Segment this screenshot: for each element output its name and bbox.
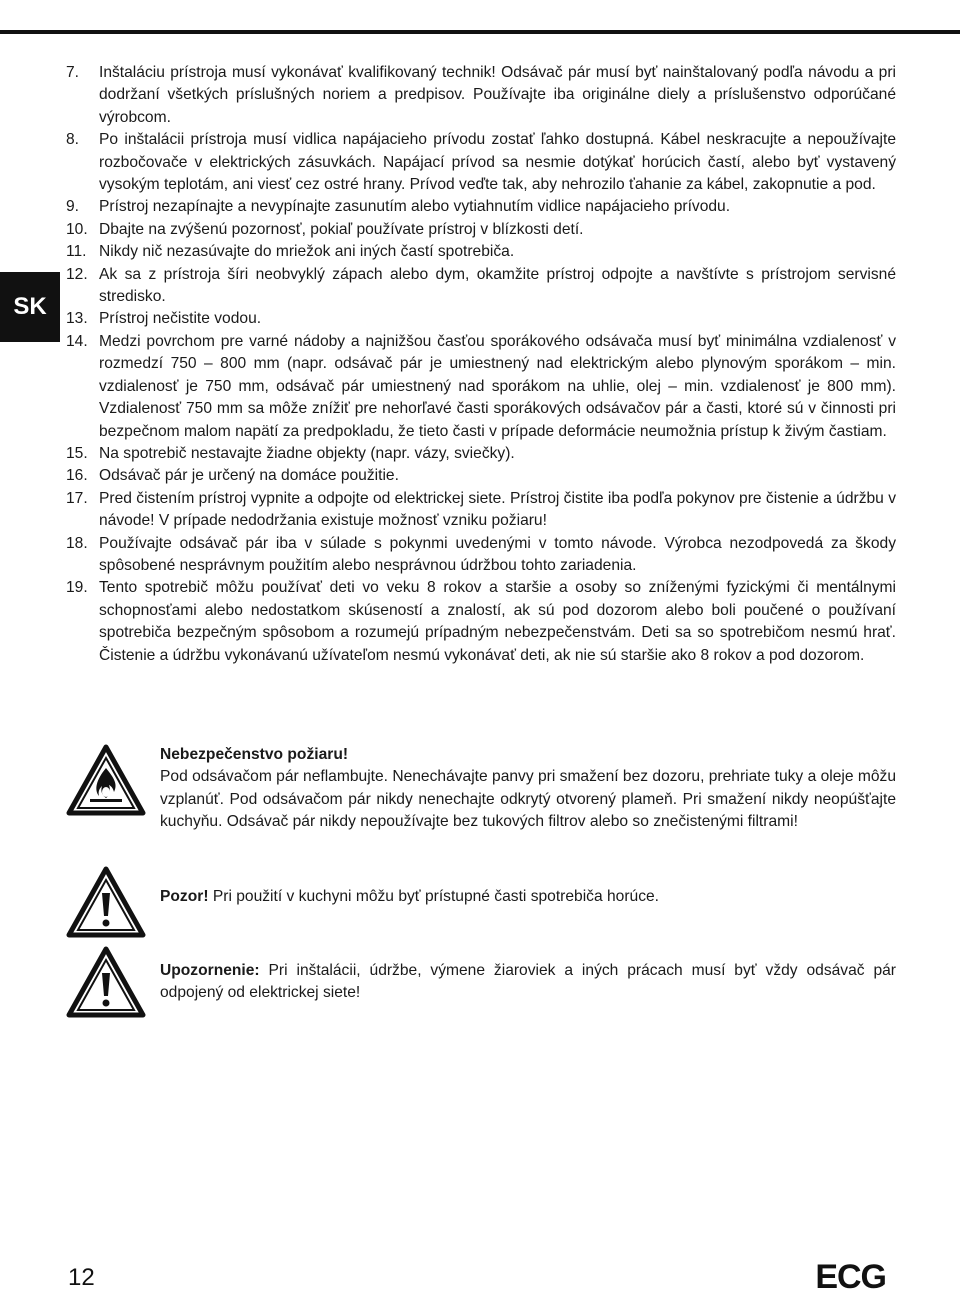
caution-body: Pri použití v kuchyni môžu byť prístupné časti spotrebiča horúce. (208, 888, 659, 905)
list-item-number: 12. (66, 265, 88, 283)
notice-label: Upozornenie: (160, 962, 260, 979)
list-item-text: Po inštalácii prístroja musí vidlica napájacieho prívodu zostať ľahko dostupná. Kábel neskracujte a nepoužívajte rozbočovače v elektrických zásuvkách. Napájací prívod sa nesmie dotýkať horúcich častí, alebo byť vystavený vysokým teplotám, ani viesť cez ostré hrany. Prívod veďte tak, aby nehrozilo ťahanie za kábel, zakopnutie a pod. (99, 131, 896, 194)
list-item-number: 7. (66, 64, 80, 81)
list-item-number: 19. (66, 579, 88, 597)
exclamation-warning-icon (66, 866, 146, 938)
list-item (66, 219, 896, 241)
safety-instructions-list (66, 62, 896, 667)
list-item-number: 14. (66, 332, 88, 350)
list-item-number: 8. (66, 131, 80, 149)
brand-logo: ECG (815, 1258, 886, 1296)
list-item-number: 18. (66, 534, 88, 552)
fire-warning-icon (66, 744, 146, 816)
caution-text (160, 886, 896, 908)
page-number: 12 (68, 1264, 95, 1291)
list-item (66, 129, 896, 196)
caution-label: Pozor! (160, 888, 209, 905)
list-item (66, 196, 896, 218)
exclamation-warning-icon (66, 946, 146, 1018)
list-item-text: Ak sa z prístroja šíri neobvyklý zápach alebo dym, okamžite prístroj odpojte a navštívte s prístrojom servisné stredisko. (99, 265, 896, 306)
list-item (66, 264, 896, 309)
list-item-text: Medzi povrchom pre varné nádoby a najnižšou časťou sporákového odsávača musí byť minimálna vzdialenosť v rozmedzí 750 – 800 mm (napr. odsávač pár je umiestnený nad elektrickým alebo plynovým sporákom – min. vzdialenosť je 750 mm, odsávač pár umiestnený nad sporákom na uhlie, olej – min. vzdialenosť je 800 mm). Vzdialenosť 750 mm sa môže znížiť pre nehorľavé časti sporákových odsávačov pár a časti, ktoré sú v činnosti pri bezpečnom malom napätí za predpokladu, že tieto časti v prípade deformácie neumožnia prístup k živým častiam. (99, 332, 896, 440)
fire-warning-block (66, 744, 896, 854)
language-tab: SK (0, 272, 60, 342)
list-item-number: 9. (66, 198, 80, 216)
list-item-text: Nikdy nič nezasúvajte do mriežok ani iných častí spotrebiča. (99, 243, 515, 261)
fire-warning-title: Nebezpečenstvo požiaru! (160, 746, 349, 763)
notice-body: Pri inštalácii, údržbe, výmene žiaroviek a iných prácach musí byť vždy odsávač pár odpojený od elektrickej siete! (160, 962, 896, 1002)
list-item-text: Odsávač pár je určený na domáce použitie. (99, 467, 399, 485)
list-item (66, 465, 896, 487)
list-item-number: 11. (66, 243, 87, 261)
list-item-number: 16. (66, 467, 88, 485)
list-item-text: Inštaláciu prístroja musí vykonávať kvalifikovaný technik! Odsávač pár musí byť nainštalovaný podľa návodu a pri dodržaní všetkých príslušných noriem a predpisov. Používajte iba originálne diely a príslušenstvo odporúčané výrobcom. (99, 64, 896, 126)
notice-block (66, 946, 896, 1026)
fire-warning-body: Pod odsávačom pár neflambujte. Nenechávajte panvy pri smažení bez dozoru, prehriate tuky a oleje môžu vzplanúť. Pod odsávačom pár nikdy nenechajte odkrytý otvorený plameň. Pri smažení nikdy neopúšťajte kuchyňu. Odsávač pár nikdy nepoužívajte bez tukových filtrov alebo so znečistenými filtrami! (160, 768, 896, 831)
header-rule (0, 30, 960, 34)
list-item-text: Tento spotrebič môžu používať deti vo veku 8 rokov a staršie a osoby so zníženými fyzickými či mentálnymi schopnosťami alebo nedostatkom skúseností a znalostí, ak sú pod dozorom alebo boli poučené o používaní spotrebiča bezpečným spôsobom a rozumejú prípadným nebezpečenstvám. Deti sa so spotrebičom nesmú hrať. Čistenie a údržbu vykonávanú užívateľom nesmú vykonávať deti, ak nie sú staršie ako 8 rokov a pod dozorom. (99, 579, 896, 664)
fire-warning-text (160, 744, 896, 834)
list-item-number: 17. (66, 489, 88, 507)
list-item (66, 488, 896, 533)
notice-text (160, 960, 896, 1005)
list-item-text: Používajte odsávač pár iba v súlade s pokynmi uvedenými v tomto návode. Výrobca nezodpovedá za škody spôsobené nesprávnym použitím alebo nesprávnou údržbou tohto zariadenia. (99, 534, 896, 574)
caution-block (66, 866, 896, 946)
list-item (66, 577, 896, 667)
list-item-text: Pred čistením prístroj vypnite a odpojte od elektrickej siete. Prístroj čistite iba podľa pokynov pre čistenie a údržbu v návode! V prípade nedodržania existuje možnosť vzniku požiaru! (99, 489, 896, 530)
list-item-text: Dbajte na zvýšenú pozornosť, pokiaľ používate prístroj v blízkosti detí. (99, 220, 584, 238)
list-item (66, 533, 896, 578)
list-item (66, 443, 896, 465)
list-item (66, 331, 896, 443)
list-item-number: 10. (66, 220, 88, 238)
list-item-number: 13. (66, 310, 88, 328)
list-item (66, 62, 896, 129)
list-item-number: 15. (66, 444, 88, 462)
list-item-text: Na spotrebič nestavajte žiadne objekty (napr. vázy, sviečky). (99, 444, 515, 462)
list-item-text: Prístroj nečistite vodou. (99, 310, 262, 328)
list-item (66, 308, 896, 330)
list-item-text: Prístroj nezapínajte a nevypínajte zasunutím alebo vytiahnutím vidlice napájacieho prívodu. (99, 198, 731, 216)
list-item (66, 241, 896, 263)
